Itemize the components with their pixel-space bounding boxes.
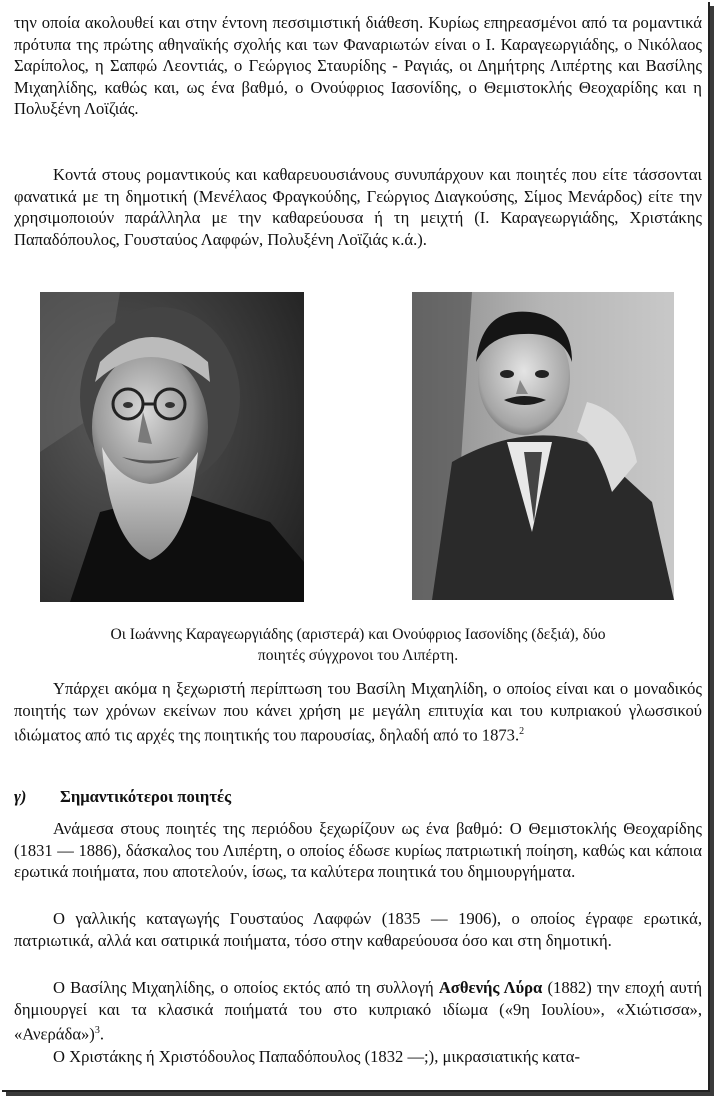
paragraph-demotic-poets: Κοντά στους ρομαντικούς και καθαρευουσιάνους συνυπάρχουν και ποιητές που είτε τάσσονται φανατικά με τη δημοτική (Μενέλαος Φραγκούδης, Γεώργιος Διαγκούσης, Σίμος Μενάρδος) είτε την χρησιμοποιούν παράλληλα με την καθαρεύουσα ή τη μειχτή (Ι. Καραγεωργιάδης, Χριστάκης Παπαδόπουλος, Γουσταύος Λαφφών, Πολυξένη Λοϊζιάς κ.ά.). xyxy=(14,165,702,249)
figure-caption-line-2: ποιητές σύγχρονοι του Λιπέρτη. xyxy=(257,647,459,664)
portrait-karageorgiadis-image xyxy=(40,292,304,602)
paragraph-michailidis-works xyxy=(14,977,702,1045)
section-title: Σημαντικότεροι ποιητές xyxy=(60,787,232,806)
paragraph-michailidis-works-text-2: (1882) την εποχή αυτή δημιουργεί και τα κλασικά ποιήματά του στο κυπριακό ιδίωμα («9η Ιουλίου», «Χιώτισσα», «Ανεράδα») xyxy=(14,978,703,1044)
paragraph-romantic-poets: την οποία ακολουθεί και στην έντονη πεσσιμιστική διάθεση. Κυρίως επηρεασμένοι από τα ρομαντικά πρότυπα της πρώτης αθηναϊκής σχολής και των Φαναριωτών είναι ο Ι. Καραγεωργιάδης, ο Νικόλαος Σαρίπολος, η Σαπφώ Λεοντιάς, ο Γεώργιος Σταυρίδης - Ραγιάς, οι Δημήτρης Λιπέρτης και Βασίλης Μιχαηλίδης, καθώς και, ως ένα βαθμό, ο Ονούφριος Ιασονίδης, ο Θεμιστοκλής Θεοχαρίδης και η Πολυξένη Λοϊζιάς. xyxy=(14,13,702,119)
paragraph-papadopoulos: Ο Χριστάκης ή Χριστόδουλος Παπαδόπουλος (1832 —;), μικρασιατικής κατα- xyxy=(53,1047,580,1066)
footnote-ref-2[interactable]: 2 xyxy=(519,726,525,738)
paragraph-laffon: Ο γαλλικής καταγωγής Γουσταύος Λαφφών (1835 — 1906), ο οποίος έγραφε ερωτικά, πατριωτικά, αλλά και σατιρικά ποιήματα, τόσο στην καθαρεύουσα όσο και στη δημοτική. xyxy=(14,909,702,950)
section-heading xyxy=(14,786,231,808)
paragraph-michailidis-dialect-text: Υπάρχει ακόμα η ξεχωριστή περίπτωση του Βασίλη Μιχαηλίδη, ο οποίος είναι και ο μοναδικός ποιητής των χρόνων εκείνων που κάνει χρήση με μεγάλη επιτυχία και του κυπριακού γλωσσικού ιδιώματος από τις αρχές της ποιητικής του παρουσίας, δηλαδή από το 1873. xyxy=(14,679,702,745)
paragraph-michailidis-works-end: . xyxy=(99,1024,104,1044)
portrait-karageorgiadis xyxy=(40,292,304,602)
figure-caption-line-1: Οι Ιωάννης Καραγεωργιάδης (αριστερά) και Ονούφριος Ιασονίδης (δεξιά), δύο xyxy=(110,626,606,643)
section-marker: γ) xyxy=(14,787,27,806)
paragraph-michailidis-works-text-1: Ο Βασίλης Μιχαηλίδης, ο οποίος εκτός από τη συλλογή xyxy=(53,978,439,997)
book-page xyxy=(2,2,710,1092)
footnote-ref-3[interactable]: 3 xyxy=(94,1025,100,1037)
portrait-iasonidis-image xyxy=(412,292,674,600)
portrait-iasonidis xyxy=(412,292,674,600)
book-title-asthenis-lyra: Ασθενής Λύρα xyxy=(438,978,543,997)
paragraph-theocharidis: Ανάμεσα στους ποιητές της περιόδου ξεχωρίζουν ως ένα βαθμό: Ο Θεμιστοκλής Θεοχαρίδης (1831 — 1886), δάσκαλος του Λιπέρτη, ο οποίος έδωσε κυρίως πατριωτική ποίηση, καθώς και κάποια ερωτικά ποιήματα, που αποτελούν, ίσως, τα καλύτερα ποιητικά του δημιουργήματα. xyxy=(14,819,702,882)
paragraph-michailidis-dialect xyxy=(14,678,702,746)
